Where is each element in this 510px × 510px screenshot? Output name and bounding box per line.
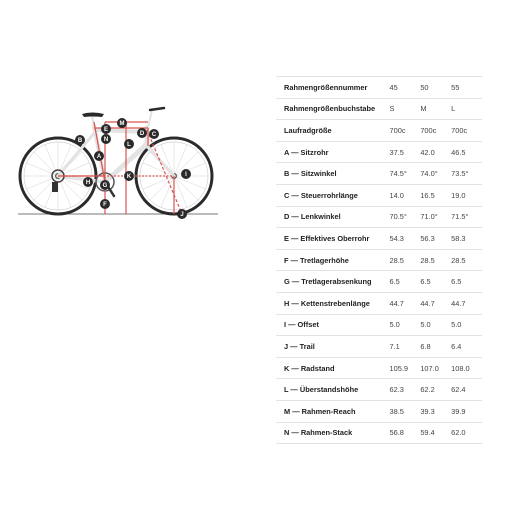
row-label: H — Kettenstrebenlänge — [276, 292, 389, 314]
table-row — [276, 141, 482, 163]
row-label: N — Rahmen-Stack — [276, 422, 389, 444]
value-size-3: 44.7 — [451, 292, 482, 314]
value-size-1: 38.5 — [389, 400, 420, 422]
value-size-2: 6.5 — [420, 271, 451, 293]
value-size-3: 71.5° — [451, 206, 482, 228]
table-row — [276, 77, 482, 99]
svg-text:D: D — [139, 131, 145, 137]
table-row — [276, 206, 482, 228]
marker-j — [177, 209, 187, 219]
row-label: Laufradgröße — [276, 120, 389, 142]
row-label: I — Offset — [276, 314, 389, 336]
value-size-1: 37.5 — [389, 141, 420, 163]
bike-geometry-diagram — [14, 100, 220, 226]
bike-frame — [58, 110, 174, 182]
row-label: D — Lenkwinkel — [276, 206, 389, 228]
row-label: A — Sitzrohr — [276, 141, 389, 163]
marker-b — [75, 135, 85, 145]
value-size-2: 74.0° — [420, 163, 451, 185]
value-size-1: S — [389, 98, 420, 120]
row-label: Rahmengrößenbuchstabe — [276, 98, 389, 120]
table-row — [276, 249, 482, 271]
table-row — [276, 228, 482, 250]
value-size-1: 70.5° — [389, 206, 420, 228]
marker-d — [137, 128, 147, 138]
value-size-2: 107.0 — [420, 357, 451, 379]
marker-h — [83, 177, 93, 187]
marker-k — [124, 171, 134, 181]
table-row — [276, 336, 482, 358]
value-size-1: 14.0 — [389, 184, 420, 206]
table-row — [276, 163, 482, 185]
marker-i — [181, 169, 191, 179]
value-size-2: 700c — [420, 120, 451, 142]
table-row — [276, 98, 482, 120]
value-size-2: M — [420, 98, 451, 120]
value-size-3: 5.0 — [451, 314, 482, 336]
svg-text:L: L — [127, 142, 131, 148]
value-size-3: 46.5 — [451, 141, 482, 163]
value-size-2: 42.0 — [420, 141, 451, 163]
value-size-2: 16.5 — [420, 184, 451, 206]
svg-text:J: J — [180, 212, 184, 218]
value-size-3: 6.4 — [451, 336, 482, 358]
row-label: E — Effektives Oberrohr — [276, 228, 389, 250]
svg-text:G: G — [102, 183, 108, 189]
svg-text:M: M — [119, 121, 125, 127]
table-row — [276, 422, 482, 444]
value-size-3: 6.5 — [451, 271, 482, 293]
svg-text:C: C — [151, 132, 157, 138]
svg-text:N: N — [103, 137, 109, 143]
value-size-1: 105.9 — [389, 357, 420, 379]
svg-text:K: K — [126, 174, 132, 180]
svg-text:H: H — [85, 180, 91, 186]
geometry-table-body — [276, 77, 482, 444]
table-row — [276, 292, 482, 314]
table-row — [276, 379, 482, 401]
value-size-3: 73.5° — [451, 163, 482, 185]
row-label: F — Tretlagerhöhe — [276, 249, 389, 271]
value-size-2: 50 — [420, 77, 451, 99]
value-size-3: L — [451, 98, 482, 120]
handlebar — [150, 108, 164, 110]
value-size-1: 5.0 — [389, 314, 420, 336]
table-row — [276, 357, 482, 379]
row-label: B — Sitzwinkel — [276, 163, 389, 185]
value-size-2: 5.0 — [420, 314, 451, 336]
geometry-table — [276, 76, 482, 444]
svg-text:B: B — [77, 138, 83, 144]
value-size-1: 74.5° — [389, 163, 420, 185]
marker-g — [100, 180, 110, 190]
marker-n — [101, 134, 111, 144]
svg-text:I: I — [185, 172, 187, 178]
value-size-2: 28.5 — [420, 249, 451, 271]
value-size-1: 7.1 — [389, 336, 420, 358]
marker-a — [94, 151, 104, 161]
marker-c — [149, 129, 159, 139]
table-row — [276, 184, 482, 206]
value-size-3: 62.4 — [451, 379, 482, 401]
value-size-3: 108.0 — [451, 357, 482, 379]
value-size-2: 59.4 — [420, 422, 451, 444]
value-size-3: 700c — [451, 120, 482, 142]
table-row — [276, 400, 482, 422]
value-size-1: 54.3 — [389, 228, 420, 250]
value-size-3: 55 — [451, 77, 482, 99]
row-label: J — Trail — [276, 336, 389, 358]
row-label: C — Steuerrohrlänge — [276, 184, 389, 206]
table-row — [276, 314, 482, 336]
row-label: Rahmengrößennummer — [276, 77, 389, 99]
value-size-3: 62.0 — [451, 422, 482, 444]
marker-e — [101, 124, 111, 134]
value-size-3: 28.5 — [451, 249, 482, 271]
value-size-1: 56.8 — [389, 422, 420, 444]
value-size-3: 19.0 — [451, 184, 482, 206]
table-row — [276, 120, 482, 142]
value-size-2: 44.7 — [420, 292, 451, 314]
svg-text:A: A — [96, 154, 102, 160]
value-size-1: 6.5 — [389, 271, 420, 293]
value-size-1: 45 — [389, 77, 420, 99]
table-row — [276, 271, 482, 293]
value-size-2: 71.0° — [420, 206, 451, 228]
row-label: M — Rahmen-Reach — [276, 400, 389, 422]
saddle — [82, 113, 104, 118]
row-label: L — Überstandshöhe — [276, 379, 389, 401]
marker-f — [100, 199, 110, 209]
svg-text:F: F — [103, 202, 107, 208]
rear-derailleur — [52, 182, 58, 192]
value-size-2: 6.8 — [420, 336, 451, 358]
value-size-2: 39.3 — [420, 400, 451, 422]
value-size-1: 28.5 — [389, 249, 420, 271]
value-size-1: 700c — [389, 120, 420, 142]
value-size-1: 62.3 — [389, 379, 420, 401]
value-size-2: 62.2 — [420, 379, 451, 401]
value-size-2: 56.3 — [420, 228, 451, 250]
value-size-3: 58.3 — [451, 228, 482, 250]
value-size-3: 39.9 — [451, 400, 482, 422]
row-label: K — Radstand — [276, 357, 389, 379]
marker-l — [124, 139, 134, 149]
marker-m — [117, 118, 127, 128]
svg-text:E: E — [103, 127, 109, 133]
row-label: G — Tretlagerabsenkung — [276, 271, 389, 293]
value-size-1: 44.7 — [389, 292, 420, 314]
